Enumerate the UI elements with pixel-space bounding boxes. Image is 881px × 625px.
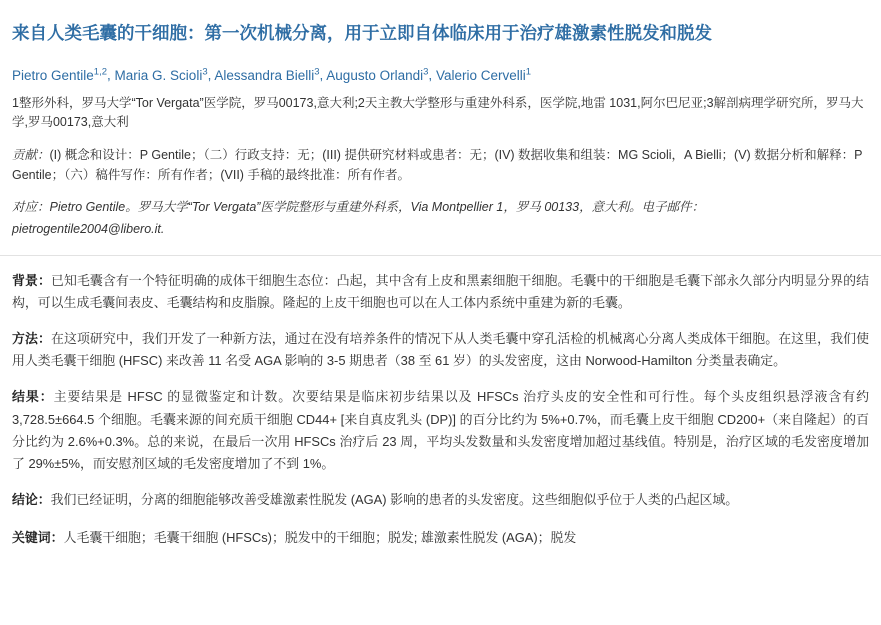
author-separator: ,	[207, 67, 212, 83]
author-separator: ,	[428, 67, 433, 83]
author-entry[interactable]	[326, 68, 428, 83]
author-list	[0, 61, 881, 88]
author-entry[interactable]	[214, 68, 319, 83]
abstract-text-background: 已知毛囊含有一个特征明确的成体干细胞生态位：凸起，其中含有上皮和黑素细胞干细胞。毛囊中的干细胞是毛囊下部永久部分内明显分界的结构，可以生成毛囊间表皮、毛囊结构和皮脂腺。隆起的上皮干细胞也可以在人工体内系统中重建为新的毛囊。	[12, 272, 870, 310]
abstract-text-methods: 在这项研究中，我们开发了一种新方法，通过在没有培养条件的情况下从人类毛囊中穿孔活检的机械离心分离人类成体干细胞。在这里，我们使用人类毛囊干细胞 (HFSC) 来改善 11 名受 AGA 影响的 3-5 期患者（38 至 61 岁）的头发密度，这由 Norwood-Hamilton 分类量表确定。	[12, 330, 870, 369]
keywords-label: 关键词：	[12, 530, 64, 546]
abstract-label-methods: 方法：	[12, 330, 51, 346]
author-entry[interactable]	[436, 68, 531, 83]
contributions-label: 贡献：	[12, 147, 50, 162]
correspondence-label: 对应：	[12, 199, 50, 214]
abstract-label-background: 背景：	[12, 272, 51, 288]
correspondence-email-line	[0, 219, 881, 239]
author-entry[interactable]	[12, 68, 107, 83]
correspondence-block	[0, 187, 881, 219]
affiliations: 1整形外科，罗马大学“Tor Vergata”医学院，罗马00173,意大利;2天主教大学整形与重建外科系，医学院,地雷 1031,阿尔巴尼亚;3解剖病理学研究所，罗马大学,罗马00173,意大利	[12, 95, 864, 130]
keywords-text: 人毛囊干细胞；毛囊干细胞 (HFSCs)；脱发中的干细胞；脱发; 雄激素性脱发 (AGA)；脱发	[63, 530, 577, 546]
abstract-text-results: 主要结果是 HFSC 的显微鉴定和计数。次要结果是临床初步结果以及 HFSCs 治疗头皮的安全性和可行性。每个头皮组织悬浮液含有约 3,728.5±664.5 个细胞。毛囊来源的间充质干细胞 CD44+ [来自真皮乳头 (DP)] 的百分比约为 5%+0.7%，而毛囊上皮干细胞 CD200+（来自隆起）的百分比约为 2.6%+0.3%。总的来说，在最后一次用 HFSCs 治疗后 23 周，平均头发数量和头发密度增加超过基线值。特别是，治疗区域的毛发密度增加了 29%±5%，而安慰剂区域的毛发密度增加了不到 1%。	[12, 389, 869, 471]
contributions-block	[0, 135, 881, 187]
abstract-text-conclusions: 我们已经证明，分离的细胞能够改善受雄激素性脱发 (AGA) 影响的患者的头发密度。这些细胞似乎位于人类的凸起区域。	[50, 492, 739, 508]
author-separator: ,	[319, 67, 324, 83]
abstract-label-conclusions: 结论：	[12, 492, 51, 508]
author-affiliation-marker: 3	[423, 66, 429, 78]
abstract	[0, 270, 881, 512]
page-title: 来自人类毛囊的干细胞：第一次机械分离，用于立即自体临床用于治疗雄激素性脱发和脱发	[12, 22, 712, 43]
abstract-section-results	[12, 386, 869, 475]
author-name: Pietro Gentile	[12, 67, 94, 83]
abstract-section-background	[12, 270, 869, 314]
author-entry[interactable]	[115, 68, 208, 83]
correspondence-text: Pietro Gentile。罗马大学“Tor Vergata”医学院整形与重建外科系，Via Montpellier 1，罗马 00133，意大利。电子邮件：	[49, 199, 705, 214]
author-affiliation-marker: 1	[525, 66, 532, 78]
article-page	[0, 12, 881, 625]
section-divider	[0, 255, 881, 256]
author-name: Valerio Cervelli	[435, 67, 526, 83]
keywords-block	[0, 527, 881, 561]
author-name: Alessandra Bielli	[214, 67, 315, 83]
author-name: Maria G. Scioli	[114, 67, 203, 83]
contributions-text: (I) 概念和设计：P Gentile；（二）行政支持：无；(III) 提供研究材料或患者：无；(IV) 数据收集和组装：MG Scioli，A Bielli；(V) 数据分析和解释：P Gentile；（六）稿件写作：所有作者；(VII) 手稿的最终批准：所有作者。	[12, 147, 863, 182]
abstract-label-results: 结果：	[12, 389, 54, 405]
author-name: Augusto Orlandi	[326, 67, 424, 83]
abstract-section-conclusions	[12, 489, 869, 511]
author-affiliation-marker: 1,2	[93, 66, 108, 78]
correspondence-email-link[interactable]: pietrogentile2004@libero.it.	[12, 221, 165, 236]
author-affiliation-marker: 3	[202, 66, 208, 78]
author-affiliation-marker: 3	[314, 66, 320, 78]
abstract-section-methods	[12, 328, 869, 372]
author-separator: ,	[107, 67, 111, 83]
